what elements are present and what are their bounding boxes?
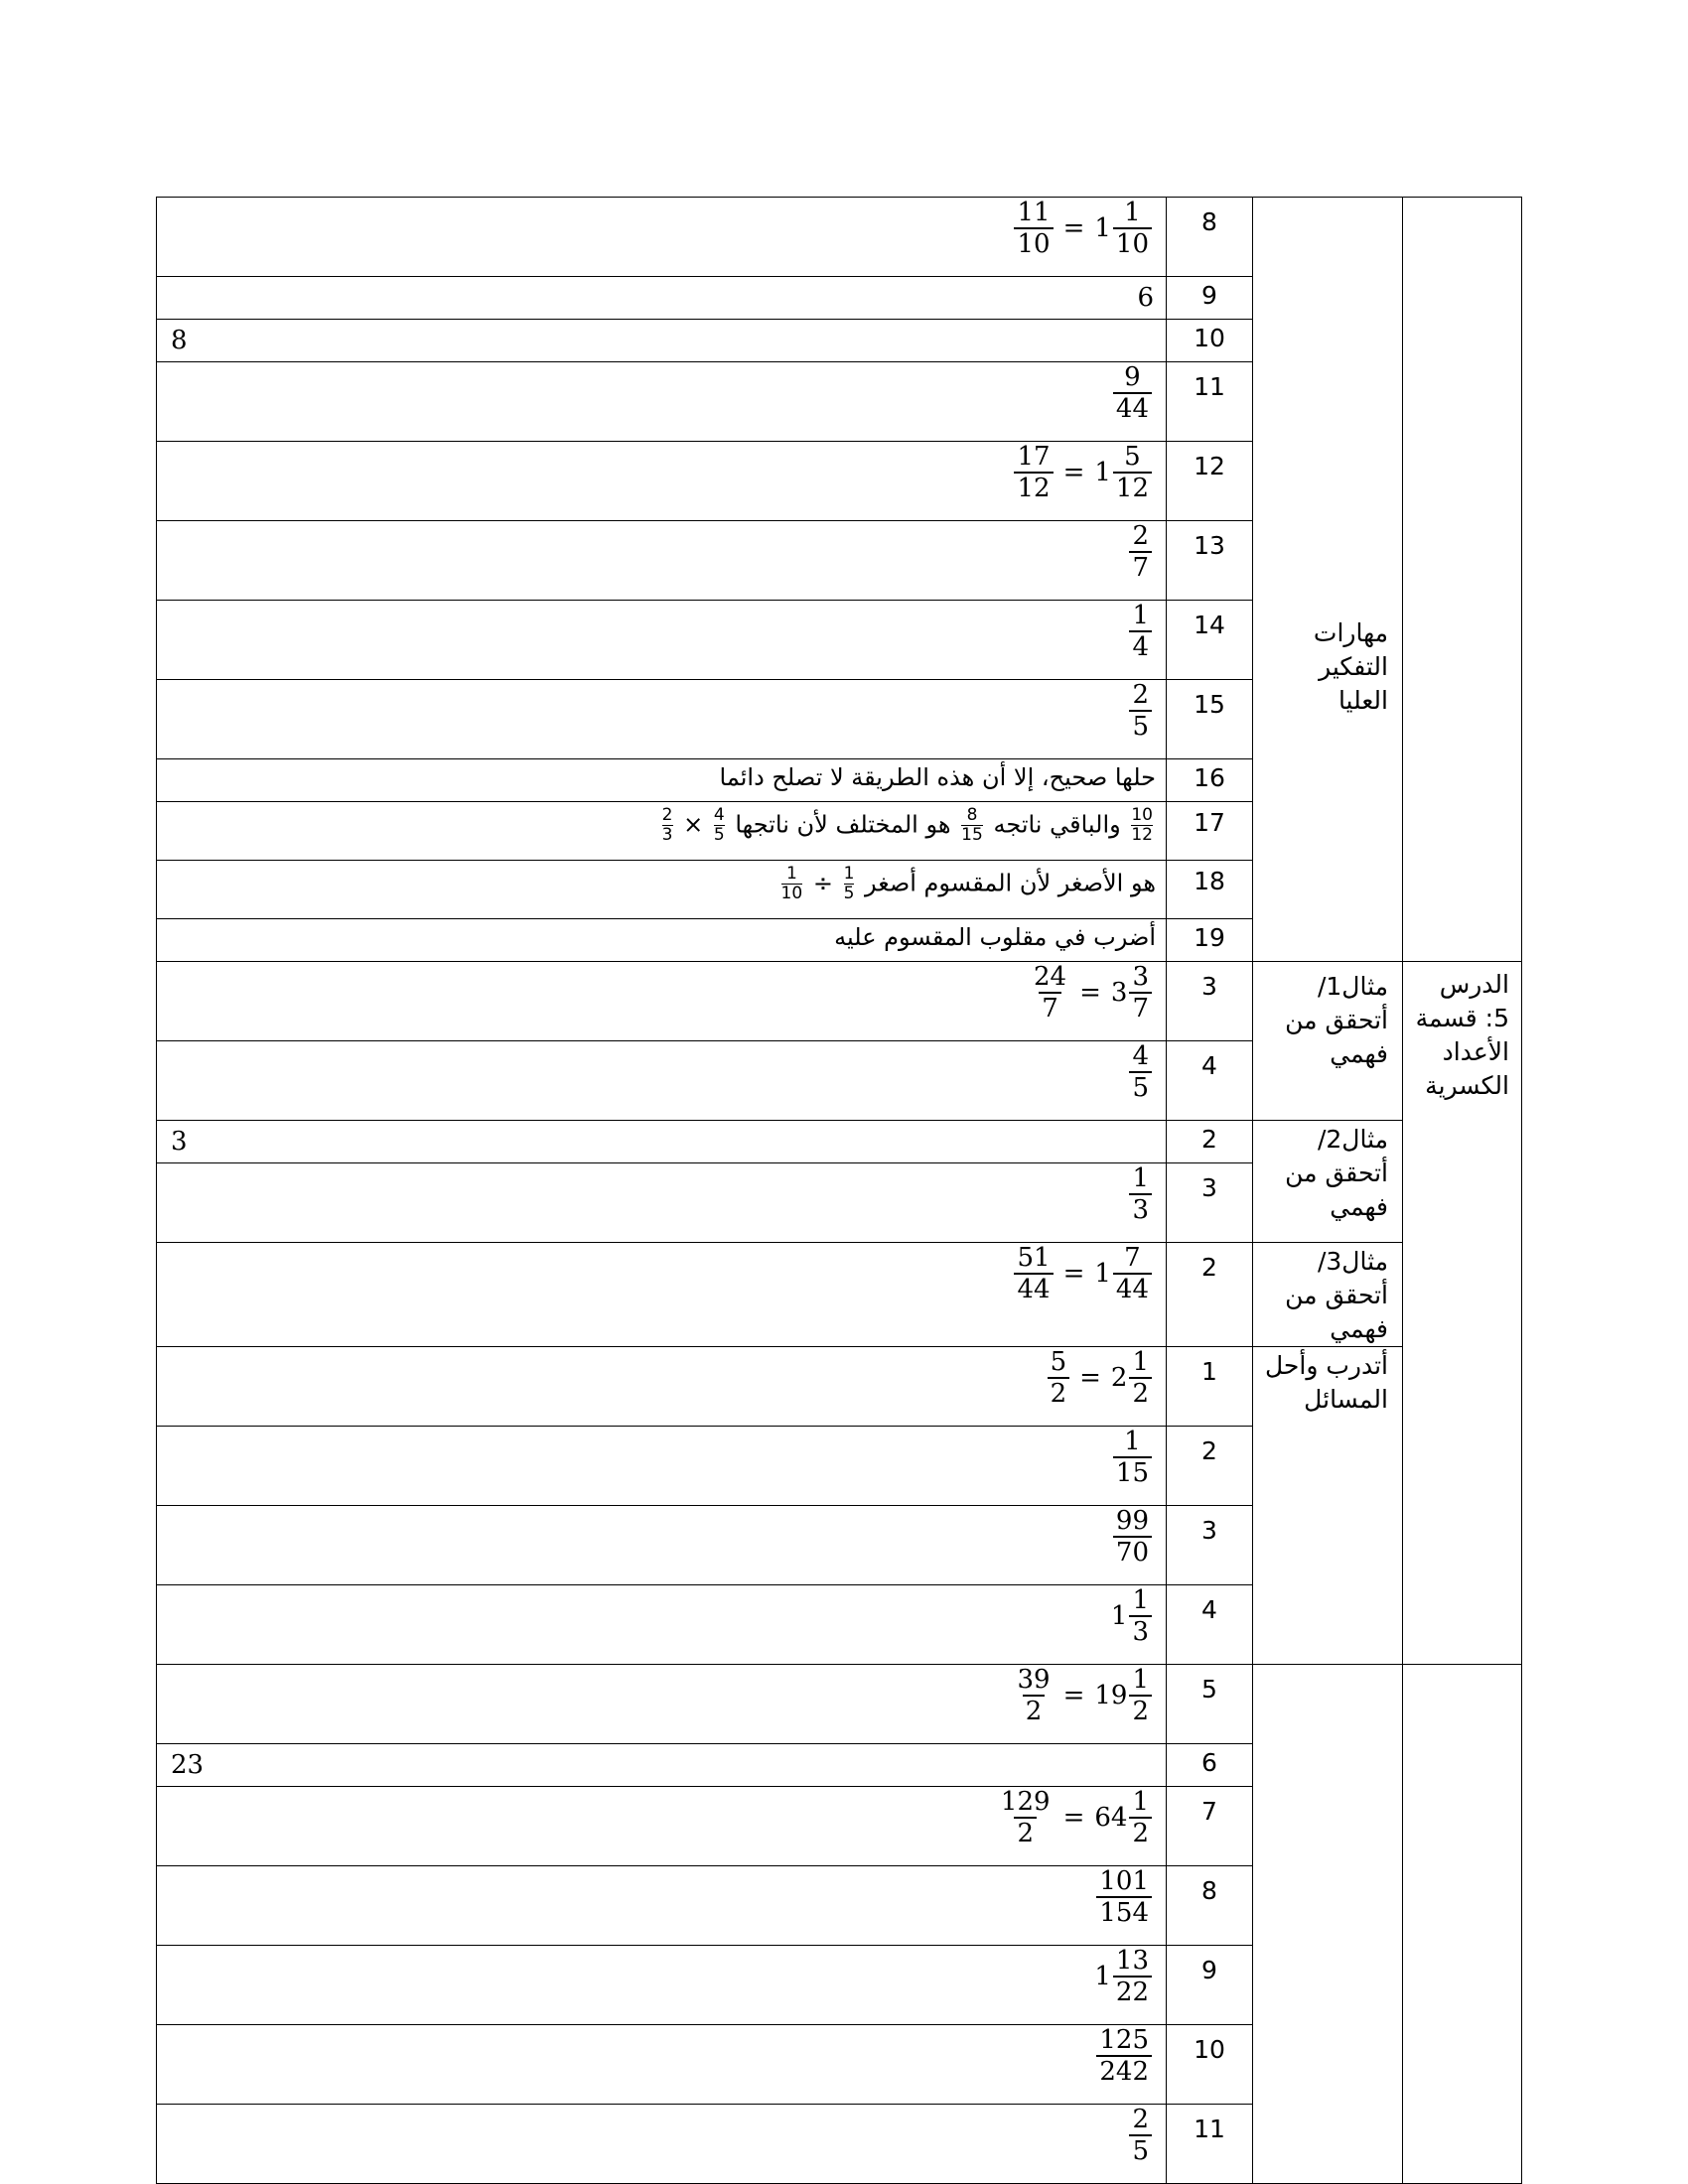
math-answer: $\frac{9}{44}$: [1111, 362, 1154, 424]
question-number: 13: [1167, 521, 1253, 601]
question-number: 4: [1167, 1041, 1253, 1121]
question-number: 8: [1167, 198, 1253, 277]
math-answer: $\frac{24}{7}$ = 3 $\frac{3}{7}$: [1029, 962, 1154, 1024]
answer-cell: [157, 680, 1167, 759]
answer-cell: [157, 1427, 1167, 1506]
question-number: 7: [1167, 1787, 1253, 1866]
question-number: 14: [1167, 601, 1253, 680]
math-answer: $\frac{17}{12}$ = 1 $\frac{5}{12}$: [1012, 442, 1154, 503]
math-answer: $\frac{129}{2}$ = 64 $\frac{1}{2}$: [996, 1787, 1154, 1848]
answer-cell: [157, 1347, 1167, 1427]
lesson-title: الدرس 5: قسمة الأعداد الكسرية: [1403, 962, 1522, 1665]
table-row: [157, 198, 1522, 277]
answer-cell: [157, 362, 1167, 442]
answer-cell: [157, 1665, 1167, 1744]
table-row: [157, 1347, 1522, 1427]
answer-cell: [157, 1866, 1167, 1946]
answer-cell: [157, 320, 1167, 362]
question-number: 16: [1167, 759, 1253, 802]
section-cell-empty: [1253, 1665, 1403, 2184]
question-number: 11: [1167, 362, 1253, 442]
answer-cell: [157, 1946, 1167, 2025]
answer-cell: [157, 1585, 1167, 1665]
math-answer: $\frac{39}{2}$ = 19 $\frac{1}{2}$: [1012, 1665, 1154, 1726]
plain-answer: 3: [171, 1127, 188, 1157]
plain-answer: 23: [171, 1750, 205, 1780]
answer-cell: [157, 861, 1167, 919]
question-number: 2: [1167, 1243, 1253, 1347]
section-label-example-3: مثال3/أتحقق من فهمي: [1253, 1243, 1403, 1347]
answer-cell: [157, 962, 1167, 1041]
math-answer: $\frac{2}{5}$: [1127, 2105, 1154, 2166]
question-number: 15: [1167, 680, 1253, 759]
answer-cell: [157, 1041, 1167, 1121]
question-number: 2: [1167, 1427, 1253, 1506]
table-row: [157, 1121, 1522, 1163]
answer-cell: [157, 601, 1167, 680]
text-answer: حلها صحيح، إلا أن هذه الطريقة لا تصلح دائما: [719, 763, 1156, 791]
answer-cell: [157, 1744, 1167, 1787]
math-answer: $\frac{1}{15}$: [1111, 1427, 1154, 1488]
question-number: 2: [1167, 1121, 1253, 1163]
math-answer: $\frac{1}{4}$: [1127, 601, 1154, 662]
math-answer: $\frac{101}{154}$: [1094, 1866, 1154, 1928]
answer-cell: [157, 1506, 1167, 1585]
section-label-example-2: مثال2/أتحقق من فهمي: [1253, 1121, 1403, 1243]
answer-cell: [157, 1163, 1167, 1243]
answer-cell: [157, 759, 1167, 802]
text-answer: هو الأصغر لأن المقسوم أصغر $\frac{1}{5}$ ÷ $\frac{1}{10}$: [780, 864, 1156, 903]
math-answer: $\frac{4}{5}$: [1127, 1041, 1154, 1103]
question-number: 9: [1167, 277, 1253, 320]
table-row: [157, 1243, 1522, 1347]
answer-cell: [157, 2105, 1167, 2184]
answer-cell: [157, 1787, 1167, 1866]
section-label-practice: أتدرب وأحل المسائل: [1253, 1347, 1403, 1665]
math-answer: $\frac{5}{2}$ = 2 $\frac{1}{2}$: [1046, 1347, 1154, 1409]
answer-cell: [157, 2025, 1167, 2105]
text-answer: أضرب في مقلوب المقسوم عليه: [834, 923, 1156, 951]
question-number: 17: [1167, 802, 1253, 861]
answer-cell: [157, 198, 1167, 277]
math-answer: $\frac{125}{242}$: [1094, 2025, 1154, 2087]
question-number: 3: [1167, 1506, 1253, 1585]
table-row: [157, 962, 1522, 1041]
math-answer: $\frac{1}{3}$: [1127, 1163, 1154, 1225]
question-number: 3: [1167, 1163, 1253, 1243]
lesson-cell-empty: [1403, 1665, 1522, 2184]
section-label-example-1: مثال1/أتحقق من فهمي: [1253, 962, 1403, 1121]
math-answer: $\frac{51}{44}$ = 1 $\frac{7}{44}$: [1012, 1243, 1154, 1304]
section-label-hots: مهارات التفكير العليا: [1253, 198, 1403, 962]
math-answer: $\frac{11}{10}$ = 1 $\frac{1}{10}$: [1012, 198, 1154, 259]
answer-cell: [157, 442, 1167, 521]
answer-cell: [157, 802, 1167, 861]
answer-table: [156, 197, 1522, 2184]
plain-answer: 8: [171, 326, 188, 355]
plain-answer: 6: [1137, 283, 1154, 313]
question-number: 1: [1167, 1347, 1253, 1427]
question-number: 8: [1167, 1866, 1253, 1946]
question-number: 6: [1167, 1744, 1253, 1787]
answer-cell: [157, 277, 1167, 320]
question-number: 12: [1167, 442, 1253, 521]
text-answer: $\frac{10}{12}$ والباقي ناتجه $\frac{8}{15}$ هو المختلف لأن ناتجها $\frac{4}{5}$ × $\frac{2}{3}$: [661, 805, 1153, 845]
math-answer: $\frac{2}{7}$: [1127, 521, 1154, 583]
answer-cell: [157, 521, 1167, 601]
question-number: 18: [1167, 861, 1253, 919]
answer-cell: [157, 1121, 1167, 1163]
math-answer: 1 $\frac{13}{22}$: [1092, 1946, 1154, 2007]
math-answer: $\frac{2}{5}$: [1127, 680, 1154, 742]
question-number: 5: [1167, 1665, 1253, 1744]
lesson-cell-empty: [1403, 198, 1522, 962]
answer-cell: [157, 919, 1167, 962]
question-number: 3: [1167, 962, 1253, 1041]
math-answer: 1 $\frac{1}{3}$: [1109, 1585, 1154, 1647]
table-row: [157, 1665, 1522, 1744]
answer-cell: [157, 1243, 1167, 1347]
question-number: 19: [1167, 919, 1253, 962]
question-number: 4: [1167, 1585, 1253, 1665]
question-number: 9: [1167, 1946, 1253, 2025]
question-number: 10: [1167, 320, 1253, 362]
question-number: 11: [1167, 2105, 1253, 2184]
math-answer: $\frac{99}{70}$: [1111, 1506, 1154, 1568]
question-number: 10: [1167, 2025, 1253, 2105]
